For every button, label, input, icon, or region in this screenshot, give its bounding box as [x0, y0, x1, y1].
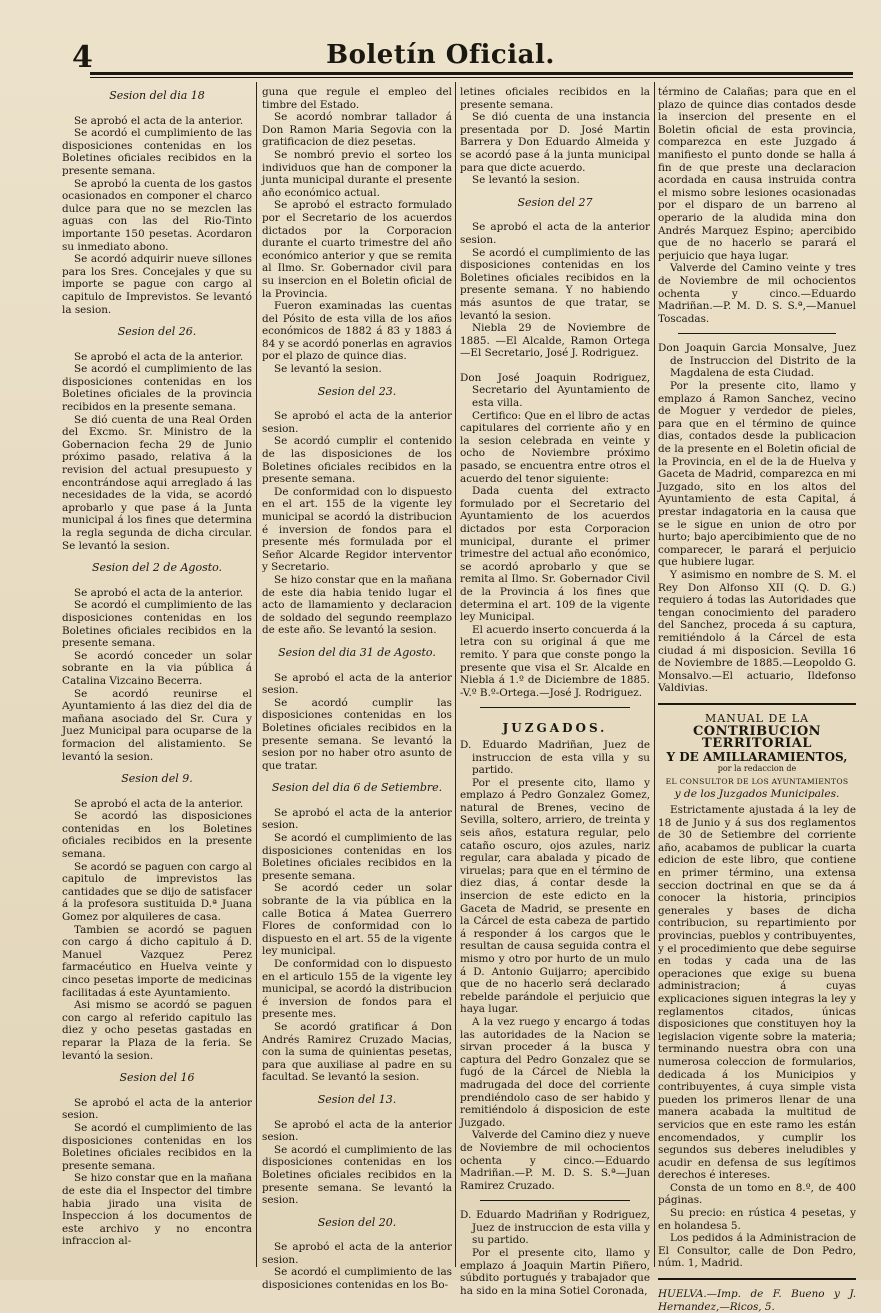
section-divider — [480, 707, 630, 708]
paragraph: Se acordó reunirse el Ayuntamiento á las diez del dia de mañana asociado del Sr. Cura y Juez Municipal para ocuparse de la formacion del alistamiento. Se levantó la sesion. — [62, 687, 252, 763]
advert-title-line: MANUAL DE LA — [704, 711, 810, 725]
header-rule-thin — [90, 77, 853, 78]
paragraph: Se acordó el cumplimiento de las disposiciones contenidas en los Boletines oficiales recibidos en la presente semana. — [62, 599, 252, 650]
paragraph: Se aprobó el acta de la anterior. — [74, 350, 244, 363]
column-2 — [262, 86, 452, 1292]
session-heading: Sesion del 23. — [317, 384, 397, 398]
paragraph: Se acordó el cumplimiento de las disposiciones contenidas en los Boletines oficiales de la provincia recibidos en la presente semana. — [62, 363, 252, 414]
paragraph: Se acordó el cumplimiento de las disposiciones contenidas en los Boletines oficiales recibidos en la presente semana. — [62, 127, 252, 177]
paragraph: Su precio: en rústica 4 pesetas, y en holandesa 5. — [658, 1207, 856, 1232]
paragraph: De conformidad con lo dispuesto en el articulo 155 de la vigente ley municipal, se acordó la distribucion é inversion de fondos para el presente mes. — [262, 958, 452, 1021]
paragraph: Dada cuenta del extracto formulado por el Secretario del Ayuntamiento de los acuerdos dictados por esta Corporacion municipal, durante el primer trimestre del actual año económico, se acordó aprobarlo y que se remita al Ilmo. Sr. Gobernador Civil de la Provincia á los fines que determina el art. 109 de la vigente ley Municipal. — [460, 485, 650, 624]
paragraph: Se dió cuenta de una Real Orden del Excmo. Sr. Ministro de la Gobernacion fecha 29 de Junio próximo pasado, relativa á la revision del actual presupuesto y encontrándose aqui arreglado á las necesidades de la vida, se acordó aprobarlo y que pase á la Junta municipal á los fines que determina la regla segunda de dicha circular. Se levantó la sesion. — [62, 413, 252, 552]
paragraph: Se acordó conceder un solar sobrante en la via pública á Catalina Vizcaino Becerra. — [62, 649, 252, 687]
paragraph: Se acordó ceder un solar sobrante de la via pública en la calle Botica á Matea Guerrero Flores de conformidad con lo dispuesto en el art. 55 de la vigente ley municipal. — [262, 882, 452, 958]
header-rule — [90, 72, 853, 75]
paragraph: A la vez ruego y encargo á todas las autoridades de la Nacion se sirvan proceder á la busca y captura del Pedro Gonzalez que se fugó de la Cárcel de Niebla la madrugada del doce del corriente prendiéndolo caso de ser habido y remitiéndolo á disposicion de este Juzgado. — [460, 1015, 650, 1129]
paragraph: Se acordó cumplir las disposiciones contenidas en los Boletines oficiales recibidos en la presente semana. Se levantó la sesion por no haber otro asunto de que tratar. — [262, 696, 452, 772]
paragraph: Por la presente cito, llamo y emplazo á Ramon Sanchez, vecino de Moguer y verdedor de pieles, para que en el término de quince dias, contados desde la publicacion de la presente en el Boletin oficial de la Provincia, en el de la de Huelva y Gaceta de Madrid, comparezca en mi Juzgado, sito en los altos del Ayuntamiento de esta Capital, á prestar indagatoria en la causa que se le sigue en union de otro por hurto; bajo apercibimiento que de no comparecer, le parará el perjuicio que hubiere lugar. — [658, 380, 856, 569]
session-heading: Sesion del 2 de Agosto. — [91, 561, 223, 575]
paragraph: Se aprobó el acta de la anterior. — [74, 797, 244, 810]
paragraph: Se levantó la sesion. — [472, 174, 580, 187]
paragraph: Y asimismo en nombre de S. M. el Rey Don Alfonso XII (Q. D. G.) requiero á todas las Autoridades que tengan conocimiento del paradero del Sanchez, proceda á su captura, remitiéndolo á la Cárcel de esta ciudad á mi disposicion. Sevilla 16 de Noviembre de 1885.—Leopoldo G. Monsalvo.—El actuario, Ildefonso Valdivias. — [658, 568, 856, 695]
paragraph: letines oficiales recibidos en la presente semana. — [460, 86, 650, 111]
column-divider — [256, 82, 257, 1267]
paragraph: Valverde del Camino veinte y tres de Noviembre de mil ochocientos ochenta y cinco.—Eduardo Madriñan.—P. M. D. S. S.ª,—Manuel Toscadas. — [658, 262, 856, 325]
session-heading: Sesion del 16 — [119, 1071, 195, 1085]
paragraph: Se aprobó el acta de la anterior. — [74, 586, 244, 599]
paragraph: Se aprobó el acta de la anterior sesion. — [262, 1118, 452, 1144]
paragraph: Se acordó el cumplimiento de las disposiciones contenidas en los Bo- — [262, 1266, 452, 1292]
paragraph: Se aprobó el acta de la anterior sesion. — [262, 806, 452, 832]
paragraph: Se aprobó el acta de la anterior sesion. — [262, 671, 452, 697]
paragraph: Se acordó el cumplimiento de las disposiciones contenidas en los Boletines oficiales recibidos en la presente semana. Se levantó la sesion. — [262, 1143, 452, 1207]
paragraph: Se hizo constar que en la mañana de este dia habia tenido lugar el acto de llamamiento y declaracion de soldado del segundo reemplazo de este año. Se levantó la sesion. — [262, 573, 452, 637]
paragraph: Los pedidos á la Administracion de El Consultor, calle de Don Pedro, núm. 1, Madrid. — [658, 1232, 856, 1270]
paragraph: guna que regule el empleo del timbre del Estado. — [262, 86, 452, 111]
paragraph: Se dió cuenta de una instancia presentada por D. José Martin Barrera y Don Eduardo Almeida y se acordó pase á la junta municipal para que dicte acuerdo. — [460, 111, 650, 174]
paragraph: Asi mismo se acordó se paguen con cargo al referido capitulo las diez y ocho pesetas gastadas en reparar la Plaza de la feria. Se levantó la sesion. — [62, 999, 252, 1062]
paragraph: Se acordó las disposiciones contenidas en los Boletines oficiales recibidos en la presente semana. — [62, 810, 252, 861]
paragraph: Se aprobó el estracto formulado por el Secretario de los acuerdos dictados por la Corporacion durante el cuarto trimestre del año económico anterior y que se remita al Ilmo. Sr. Gobernador civil para su insercion en el Boletin oficial de la Provincia. — [262, 199, 452, 300]
paragraph: Se acordó el cumplimiento de las disposiciones contenidas en los Boletines oficiales recibidos en la presente semana. — [62, 1121, 252, 1172]
paragraph: Se acordó el cumplimiento de las disposiciones contenidas en los Boletines oficiales recibidos en la presente semana. Y no habiendo más asuntos de que tratar, se levantó la sesion. — [460, 246, 650, 322]
paragraph: Certifico: Que en el libro de actas capitulares del corriente año y en la sesion celebrada en veinte y ocho de Noviembre próximo pasado, se encuentra entre otros el acuerdo del tenor siguiente: — [460, 409, 650, 485]
section-divider — [658, 1278, 856, 1280]
paragraph: El acuerdo inserto concuerda á la letra con su original á que me remito. Y para que conste pongo la presente que visa el Sr. Alcalde en Niebla á 1.º de Diciembre de 1885. -V.º B.º-Ortega.—José J. Rodriguez. — [460, 623, 651, 699]
paragraph: Valverde del Camino diez y nueve de Noviembre de mil ochocientos ochenta y cinco.—Eduardo Madriñan.—P. M. D. S. S.ª—Juan Ramirez Cruzado. — [460, 1129, 650, 1192]
advert-title-main: CONTRIBUCION TERRITORIAL — [692, 723, 822, 752]
page-number: 4 — [72, 40, 93, 75]
paragraph: Se acordó gratificar á Don Andrés Ramirez Cruzado Macias, con la suma de quinientas pesetas, para que auxiliase al padre en su facultad. Se levantó la sesion. — [262, 1020, 452, 1084]
paragraph: Se aprobó el acta de la anterior. — [74, 114, 244, 127]
column-1 — [62, 86, 252, 1266]
paragraph: término de Calañas; para que en el plazo de quince dias contados desde la insercion del presente en el Boletin oficial de esta provincia, comparezca en este Juzgado á manifiesto el punto donde se halla á fin de que preste una declaracion acordada en causa instruida contra el mismo sobre lesiones ocasionadas por el disparo de un barreno al operario de la aludida mina don Andrés Marquez Espino; apercibido que de no hacerlo se parará el perjuicio que haya lugar. — [658, 86, 856, 262]
paragraph: Se acordó el cumplimiento de las disposiciones contenidas en los Boletines oficiales recibidos en la presente semana. — [262, 832, 452, 882]
masthead-title: Boletín Oficial. — [326, 40, 555, 70]
paragraph: Consta de un tomo en 8.º, de 400 páginas. — [658, 1181, 856, 1207]
column-divider — [654, 82, 655, 1267]
session-heading: Sesion del 9. — [121, 772, 193, 786]
paragraph: Se acordó nombrar tallador á Don Ramon Maria Segovia con la gratificacion de diez pesetas. — [262, 111, 452, 149]
advert-byline: por la redaccion de — [717, 764, 797, 774]
paragraph: Se acordó adquirir nueve sillones para los Sres. Concejales y que su importe se pague con cargo al capitulo de Imprevistos. Se levantó la sesion. — [62, 253, 252, 316]
paragraph: Se acordó cumplir el contenido de las disposiciones de los Boletines oficiales recibidos en la presente semana. — [262, 435, 452, 486]
paragraph: Se acordó se paguen con cargo al capitulo de imprevistos las cantidades que se dijo de satisfacer á la profesora sustituida D.ª Juana Gomez por alquileres de casa. — [62, 860, 252, 924]
edict-heading: D. Eduardo Madriñan y Rodriguez, Juez de instruccion de esta villa y su partido. — [460, 1209, 650, 1247]
paragraph: Por el presente cito, llamo y emplazo á Pedro Gonzalez Gomez, natural de Brenes, vecino de Sevilla, soltero, arriero, de treinta y seis años, estatura regular, pelo cataño oscuro, ojos azules, nariz regular, cara abalada y picado de viruelas; para que en el término de diez dias, á contar desde la insercion de este edicto en la Gaceta de Madrid, se presente en la Cárcel de esta cabeza de partido á responder á los cargos que le resultan de causa seguida contra el mismo y otro por hurto de un mulo á D. Antonio Guijarro; apercibido que de no hacerlo será declarado rebelde parándole el perjuicio que haya lugar. — [460, 776, 650, 1016]
edict-heading: Don Joaquin Garcia Monsalve, Juez de Instruccion del Distrito de la Magdalena de esta Ciudad. — [658, 342, 856, 380]
edict-heading: D. Eduardo Madriñan, Juez de instruccion de esta villa y su partido. — [460, 738, 650, 777]
paragraph: De conformidad con lo dispuesto en el art. 155 de la vigente ley municipal se acordó la distribucion é inversion de fondos para el presente més formulada por el Señor Alcarde Regidor interventor y Secretario. — [262, 485, 452, 574]
session-heading: Sesion del 27 — [517, 195, 593, 209]
paragraph: Se aprobó el acta de la anterior sesion. — [460, 221, 650, 246]
paragraph: Se aprobó el acta de la anterior sesion. — [262, 1241, 452, 1266]
section-divider — [658, 703, 856, 705]
section-divider — [480, 1200, 630, 1201]
spacer — [460, 360, 650, 372]
session-heading: Sesion del 13. — [317, 1092, 397, 1106]
paragraph: Niebla 29 de Noviembre de 1885. —El Alcalde, Ramon Ortega —El Secretario, José J. Rodriguez. — [460, 322, 650, 360]
certificate-heading: Don José Joaquin Rodriguez, Secretario del Ayuntamiento de esta villa. — [460, 371, 650, 410]
session-heading: Sesion del 26. — [117, 325, 197, 339]
session-heading: Sesion del dia 6 de Setiembre. — [271, 781, 443, 795]
paragraph: Tambien se acordó se paguen con cargo á dicho capitulo á D. Manuel Vazquez Perez farmacéutico en Huelva veinte y cinco pesetas importe de medicinas facilitadas á este Ayuntamiento. — [62, 923, 252, 999]
paragraph: Por el presente cito, llamo y emplazo á Joaquin Martin Piñero, súbdito portugués y trabajador que ha sido en la mina Sotiel Coronada, — [460, 1247, 650, 1297]
paragraph: Se aprobó el acta de la anterior sesion. — [262, 410, 452, 435]
section-title-juzgados: JUZGADOS. — [502, 721, 608, 736]
column-4 — [658, 86, 856, 1313]
advert-title-sub: Y DE AMILLARAMIENTOS, — [666, 749, 848, 764]
advert-publisher: EL CONSULTOR DE LOS AYUNTAMIENTOS — [665, 776, 849, 786]
paragraph: Se hizo constar que en la mañana de este dia el Inspector del timbre habia jirado una visita de Inspeccion á los documentos de este archivo y no encontra infraccion al- — [62, 1172, 252, 1248]
column-3 — [460, 86, 651, 1297]
paragraph: Se aprobó el acta de la anterior sesion. — [62, 1096, 252, 1122]
paragraph: Se aprobó la cuenta de los gastos ocasionados en componer el charco dulce para que no se mezclen las aguas con las del Rio-Tinto importante 150 pesetas. Acordaron su inmediato abono. — [62, 177, 252, 253]
section-divider — [678, 333, 836, 334]
advert-publisher-sub: y de los Juzgados Municipales. — [674, 788, 840, 801]
paragraph: Se nombró previo el sorteo los individuos que han de componer la junta municipal durante el presente año económico actual. — [262, 148, 452, 199]
session-heading: Sesion del 20. — [317, 1215, 397, 1229]
paragraph: Estrictamente ajustada á la ley de 18 de Junio y á sus dos reglamentos de 30 de Setiembre del corriente año, acabamos de publicar la cuarta edicion de este libro, que contiene en primer término, una extensa seccion doctrinal en que se da á conocer la historia, principios generales y bases de dicha contribucion, su repartimiento por provincias, pueblos y contribuyentes, y el procedimiento que debe seguirse en todas y cada una de las operaciones que exige su buena administracion; á cuyas explicaciones siguen integras la ley y reglamentos citados, únicas disposiciones que constituyen hoy la legislacion vigente sobre la materia; terminando nuestra obra con una numerosa coleccion de formularios, dedicada á los Municipios y contribuyentes, á cuya simple vista pueden los primeros llenar de una manera acabada la multitud de servicios que en este ramo les están encomendados, y cumplir los segundos sus deberes ineludibles y acudir en defensa de sus legítimos derechos é intereses. — [658, 804, 856, 1182]
session-heading: Sesion del dia 31 de Agosto. — [278, 645, 436, 659]
printer-imprint: HUELVA.—Imp. de F. Bueno y J. Hernandez,—Ricos, 5. — [658, 1288, 856, 1313]
paragraph: Fueron examinadas las cuentas del Pósito de esta villa de los años económicos de 1882 á 83 y 1883 á 84 y se acordó ponerlas en agravios por el plazo de quince dias. — [262, 300, 452, 363]
paragraph: Se levantó la sesion. — [274, 363, 382, 376]
session-heading: Sesion del dia 18 — [109, 89, 205, 102]
column-divider — [455, 82, 456, 1267]
